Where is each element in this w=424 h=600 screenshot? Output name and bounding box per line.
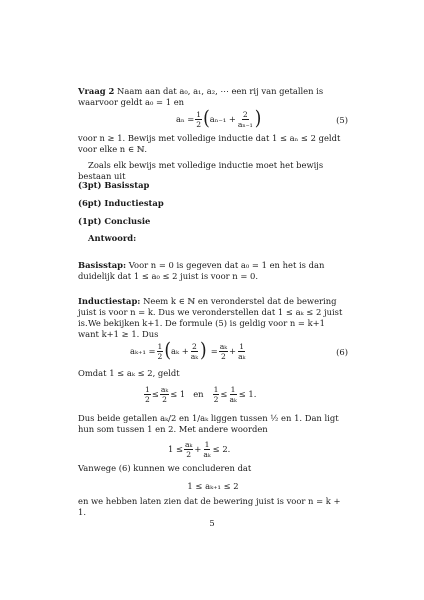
base-text: Voor n = 0 is gegeven dat a₀ = 1 en het is dan duidelijk dat 1 ≤ a₀ ≤ 2 juist is voor n = 0. <box>78 260 325 281</box>
result-formula: 1 ≤ aₖ₊₁ ≤ 2 <box>187 481 239 491</box>
part-inductiestap: (6pt) Inductiestap <box>78 198 164 208</box>
eq5-number: (5) <box>336 115 348 125</box>
inequality-2: 1 ≤ $\frac{\text{aₖ}}{2}$ + $\frac{1}{\text{aₖ}}$ ≤ 2. <box>168 440 231 459</box>
answer-label: Antwoord: <box>88 233 137 243</box>
eq6-inner-first: aₖ + <box>171 346 189 356</box>
eq6-inner-frac: $\frac{2}{\text{aₖ}}$ <box>190 342 199 361</box>
base-paragraph <box>78 260 348 282</box>
part-basisstap: (3pt) Basisstap <box>78 180 150 190</box>
question-label: Vraag 2 <box>78 86 115 96</box>
eq6-frac-2: $\frac{1}{\text{aₖ}}$ <box>238 342 246 361</box>
since-text: Omdat 1 ≤ aₖ ≤ 2, geldt <box>78 368 180 378</box>
eq5-inner-first: aₙ₋₁ + <box>209 114 236 124</box>
induction-label: Inductiestap: <box>78 296 141 306</box>
intro-text: Zoals elk bewijs met volledige inductie moet het bewijs bestaan uit <box>78 160 324 181</box>
base-label: Basisstap: <box>78 260 127 270</box>
induction-text-1: Neem k ∈ ℕ en veronderstel dat de bewering juist is voor n = k. Dus we veronderstellen dat 1 ≤ aₖ ≤ 2 juist is. <box>78 296 343 328</box>
question-paragraph <box>78 86 348 108</box>
eq5-half: $\frac{1}{2}$ <box>196 110 202 129</box>
both-text: Dus beide getallen aₖ/2 en 1/aₖ liggen tussen ½ en 1. Dan ligt hun som tussen 1 en 2. Met andere woorden <box>78 413 339 434</box>
question-text: Naam aan dat a₀, a₁, a₂, ⋯ een rij van getallen is waarvoor geldt a₀ = 1 en <box>78 86 324 107</box>
final-text: en we hebben laten zien dat de bewering juist is voor n = k + 1. <box>78 496 341 517</box>
eq5-lhs: aₙ = <box>176 114 195 124</box>
eq5-inner-frac: $\frac{2}{\text{aₙ₋₁}}$ <box>237 110 253 129</box>
page-number: 5 <box>209 518 215 528</box>
conclude-text: Vanwege (6) kunnen we concluderen dat <box>78 463 252 473</box>
equation-6: aₖ₊₁ = $\frac{1}{2}$ ( aₖ + $\frac{2}{\text{aₖ}}$ ) = $\frac{\text{aₖ}}{2}$ + $\frac{1}{\text{aₖ}}$ (6) <box>130 339 348 363</box>
eq6-number: (6) <box>336 347 348 357</box>
equation-5: aₙ = $\frac{1}{2}$ ( aₙ₋₁ + $\frac{2}{\text{aₙ₋₁}}$ ) (5) <box>176 107 348 131</box>
question-tail: voor n ≥ 1. Bewijs met volledige inductie dat 1 ≤ aₙ ≤ 2 geldt voor elke n ∈ ℕ. <box>78 133 341 154</box>
part-conclusie: (1pt) Conclusie <box>78 216 151 226</box>
inequality-1: $\frac{1}{2}$ ≤ $\frac{\text{aₖ}}{2}$ ≤ 1 en $\frac{1}{2}$ ≤ $\frac{1}{\text{aₖ}}$ ≤ 1. <box>145 385 257 404</box>
eq6-frac-1: $\frac{\text{aₖ}}{2}$ <box>219 342 228 361</box>
induction-text-2: We bekijken k+1. De formule (5) is geldig voor n = k+1 want k+1 ≥ 1. Dus <box>78 318 326 339</box>
eq6-half: $\frac{1}{2}$ <box>157 342 163 361</box>
eq6-lhs: aₖ₊₁ = <box>130 346 156 356</box>
